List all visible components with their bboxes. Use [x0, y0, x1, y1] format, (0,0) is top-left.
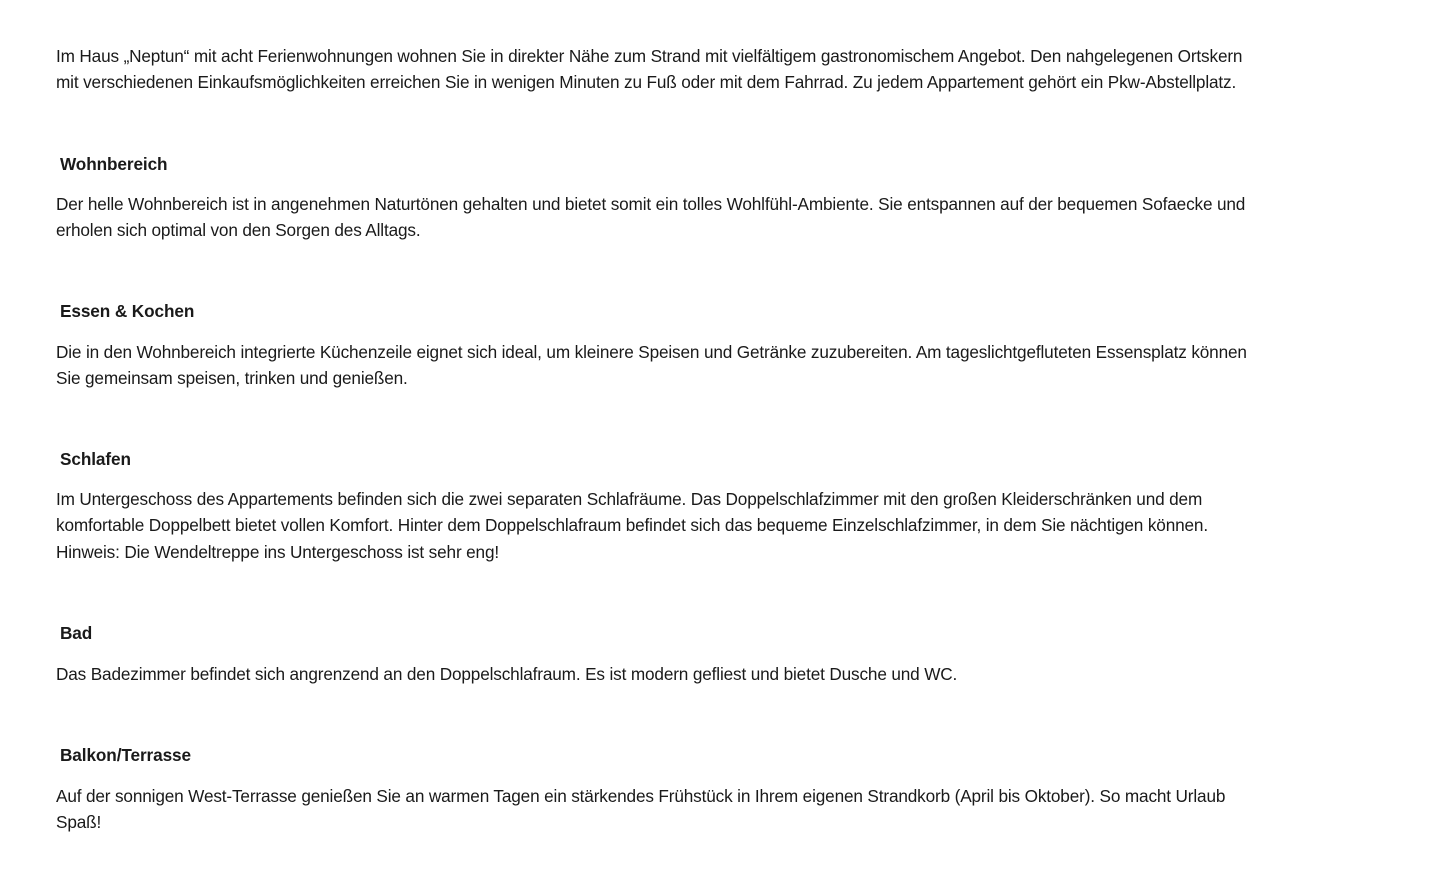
section-heading-balkon-terrasse: Balkon/Terrasse [60, 745, 191, 765]
section-paragraph-schlafen [56, 486, 1356, 565]
section-paragraph-bad [56, 661, 1356, 687]
paragraph-line: Auf der sonnigen West-Terrasse genießen Sie an warmen Tagen ein stärkendes Frühstück in Ihrem eigenen Strandkorb (April bis Oktober). So macht Urlaub [56, 786, 1226, 806]
section-heading-bad: Bad [60, 623, 93, 643]
section-heading-schlafen: Schlafen [60, 449, 131, 469]
paragraph-line: Das Badezimmer befindet sich angrenzend an den Doppelschlafraum. Es ist modern gefliest und bietet Dusche und WC. [56, 664, 958, 684]
paragraph-line: Im Untergeschoss des Appartements befinden sich die zwei separaten Schlafräume. Das Doppelschlafzimmer mit den großen Kleiderschränken und dem [56, 489, 1203, 509]
paragraph-line: Hinweis: Die Wendeltreppe ins Untergeschoss ist sehr eng! [56, 541, 499, 562]
section-paragraph-essen-kochen [56, 339, 1356, 392]
intro-line: mit verschiedenen Einkaufsmöglichkeiten erreichen Sie in wenigen Minuten zu Fuß oder mit dem Fahrrad. Zu jedem Appartement gehört ein Pkw-Abstellplatz. [56, 72, 1237, 93]
section-paragraph-wohnbereich [56, 191, 1356, 244]
paragraph-line: Spaß! [56, 812, 102, 833]
intro-line: Im Haus „Neptun“ mit acht Ferienwohnungen wohnen Sie in direkter Nähe zum Strand mit vielfältigem gastronomischem Angebot. Den nahgelegenen Ortskern [56, 46, 1243, 66]
section-heading-essen-kochen: Essen & Kochen [60, 301, 195, 321]
paragraph-line: komfortable Doppelbett bietet vollen Komfort. Hinter dem Doppelschlafraum befindet sich das bequeme Einzelschlafzimmer, in dem Sie nächtigen können. [56, 515, 1208, 536]
paragraph-line: Die in den Wohnbereich integrierte Küchenzeile eignet sich ideal, um kleinere Speisen und Getränke zuzubereiten. Am tageslichtgefluteten Essensplatz können [56, 342, 1247, 362]
section-paragraph-balkon-terrasse [56, 783, 1356, 836]
paragraph-line: Sie gemeinsam speisen, trinken und genießen. [56, 368, 408, 389]
paragraph-line: Der helle Wohnbereich ist in angenehmen Naturtönen gehalten und bietet somit ein tolles Wohlfühl-Ambiente. Sie entspannen auf der bequemen Sofaecke und [56, 194, 1246, 214]
paragraph-line: erholen sich optimal von den Sorgen des Alltags. [56, 220, 421, 241]
section-heading-wohnbereich: Wohnbereich [60, 154, 168, 174]
intro-paragraph [56, 43, 1356, 96]
